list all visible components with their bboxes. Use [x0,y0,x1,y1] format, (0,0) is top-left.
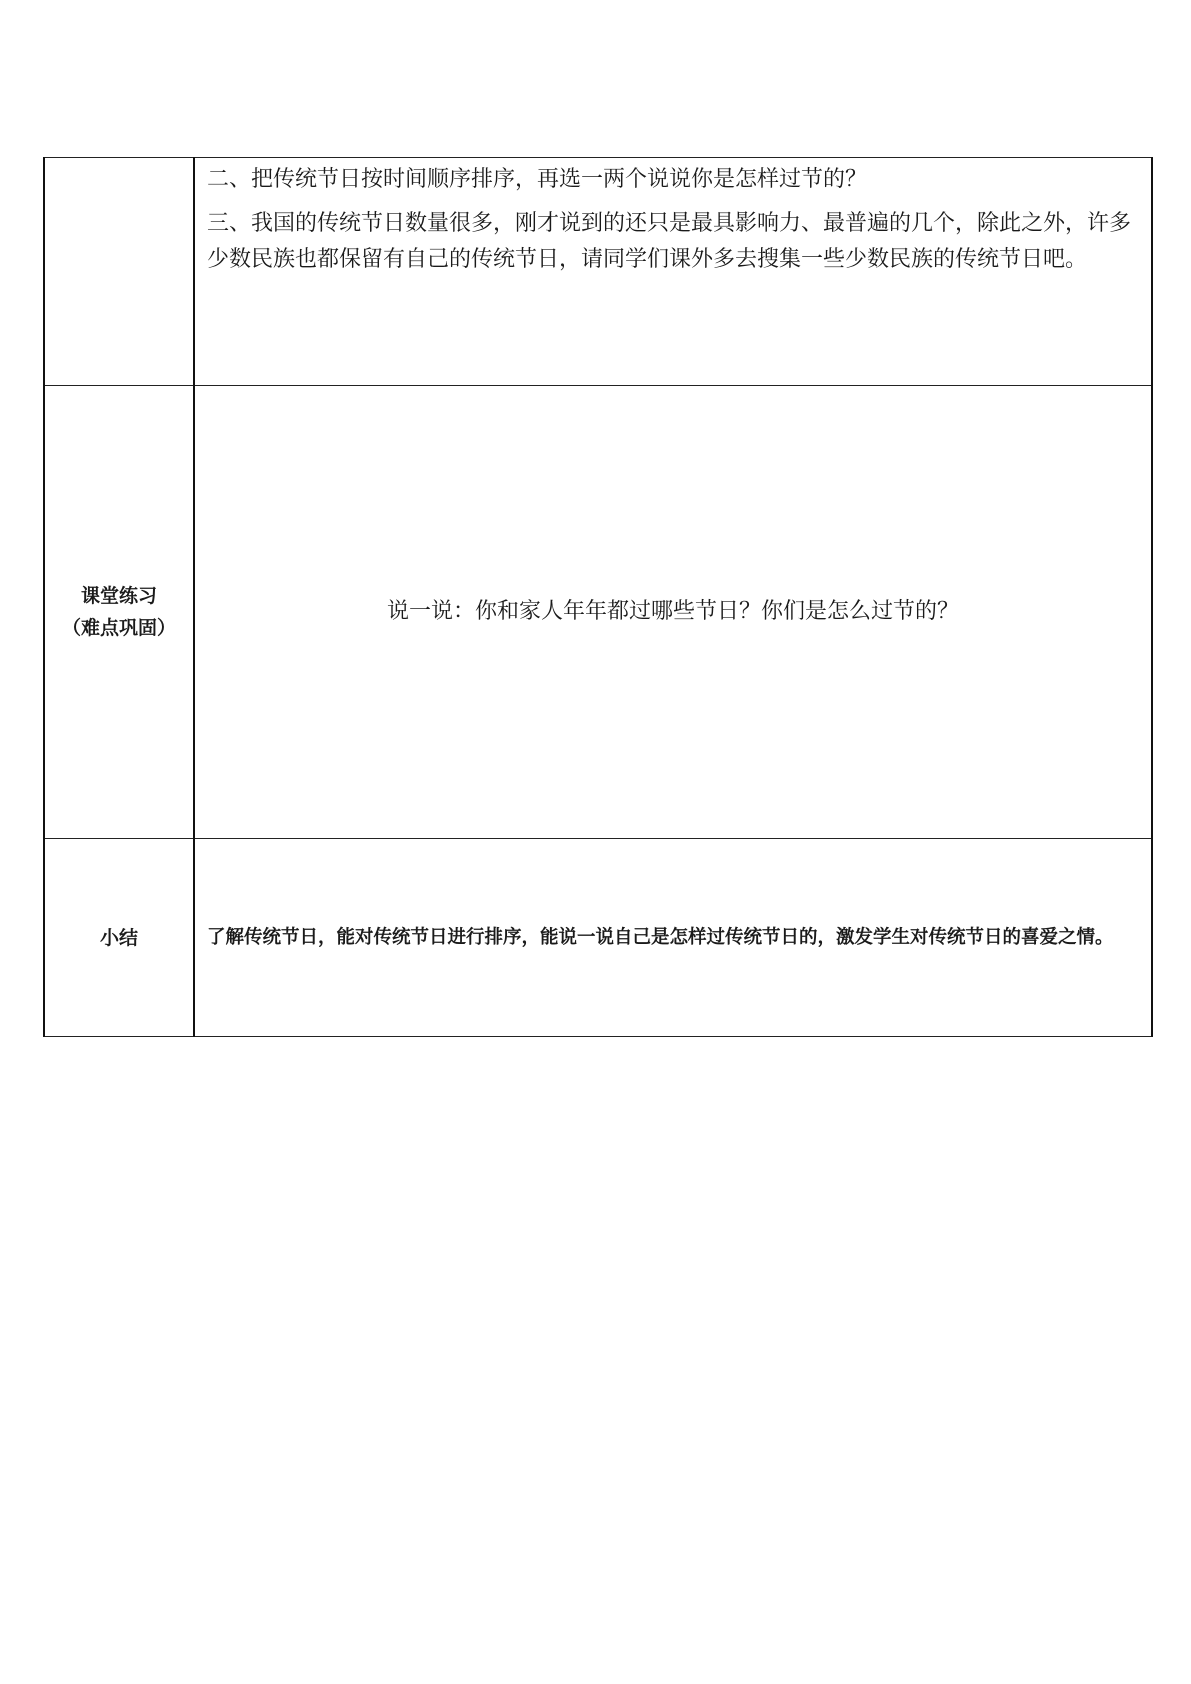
table-row [44,158,1152,386]
row-label-cell [44,386,194,839]
summary-content: 了解传统节日，能对传统节日进行排序，能说一说自己是怎样过传统节日的，激发学生对传统节日的喜爱之情。 [194,839,1152,1037]
table-row [44,386,1152,839]
row-label-cell [44,158,194,386]
activity-text [195,158,1151,278]
practice-label: 课堂练习 [80,585,157,607]
table-row [44,839,1152,1037]
summary-label: 小结 [44,839,194,1037]
practice-sublabel: （难点巩固） [61,617,176,639]
step-three-paragraph: 三、我国的传统节日数量很多，刚才说到的还只是最具影响力、最普遍的几个，除此之外，许多少数民族也都保留有自己的传统节日，请同学们课外多去搜集一些少数民族的传统节日吧。 [207,211,1132,272]
step-two-paragraph: 二、把传统节日按时间顺序排序，再选一两个说说你是怎样过节的？ [207,167,868,192]
lesson-plan-table [43,157,1153,1037]
row-content-cell [194,158,1152,386]
practice-content: 说一说：你和家人年年都过哪些节日？你们是怎么过节的？ [194,386,1152,839]
